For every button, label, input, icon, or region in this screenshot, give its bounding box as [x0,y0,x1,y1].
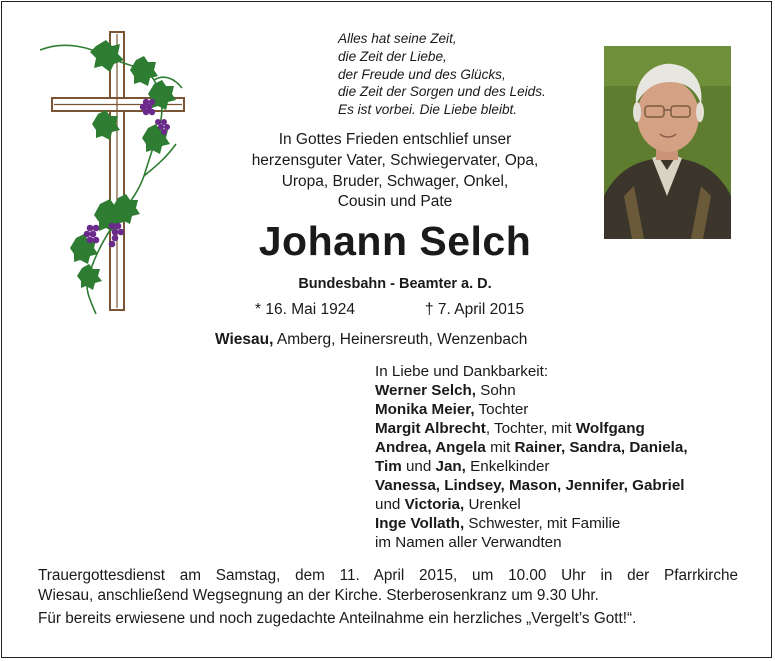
portrait-photo [604,46,731,239]
family-relation: Sohn [476,382,516,399]
family-line [375,495,755,514]
poem-line: der Freude und des Glücks, [338,66,506,82]
service-line: Wiesau, anschließend Wegsegnung an der Kirche. Sterberosenkranz um 9.30 Uhr. [38,586,599,604]
family-relation: Tochter [474,401,529,418]
family-relation: Schwester, mit Familie [464,515,621,532]
family-line [375,381,755,400]
family-name: Wolfgang [575,420,645,437]
place-main: Wiesau, [215,331,274,348]
place-rest: Amberg, Heinersreuth, Wenzenbach [273,331,528,348]
birth-date: * 16. Mai 1924 [255,301,355,318]
family-name: Jan, [435,458,466,475]
family-name: Andrea, Angela [375,439,486,456]
intro-line: In Gottes Frieden entschlief unser [278,131,512,148]
intro-line: Uropa, Bruder, Schwager, Onkel, [281,172,509,190]
family-name: Victoria, [404,496,465,513]
poem-line: Alles hat seine Zeit, [338,31,457,46]
family-relation: und [401,458,436,475]
family-line [375,476,755,495]
family-name: Werner Selch, [375,382,477,399]
poem-line: die Zeit der Sorgen und des Leids. [338,84,546,100]
family-name: Tim [375,458,402,475]
family-relation: , Tochter, mit [485,420,576,437]
family-name: Margit Albrecht [375,420,486,437]
service-info [38,566,738,605]
family-line [375,438,755,457]
intro-line: Cousin und Pate [337,193,453,211]
family-line [375,419,755,438]
family-relation: Urenkel [464,496,521,513]
family-line [375,400,755,419]
family-intro: In Liebe und Dankbarkeit: [375,363,549,380]
deceased-title: Bundesbahn - Beamter a. D. [298,276,492,292]
family-name: Inge Vollath, [375,515,465,532]
family-relation: und [375,496,405,513]
service-line: Trauergottesdienst am Samstag, dem 11. April 2015, um 10.00 Uhr in der Pfarrkirche [38,567,738,584]
portrait-photo-icon [604,46,731,239]
family-relation: Enkelkinder [465,458,550,475]
family-line [375,457,755,476]
intro-line: herzensguter Vater, Schwiegervater, Opa, [251,151,539,169]
poem [338,30,598,119]
cross-with-vine-icon [36,28,196,320]
family-relation: mit [485,439,515,456]
death-date: † 7. April 2015 [425,301,525,318]
family-name: Monika Meier, [375,401,475,418]
family-name: Vanessa, Lindsey, Mason, Jennifer, Gabriel [375,477,685,494]
intro-text [200,130,590,213]
places [215,331,527,349]
family-line: im Namen aller Verwandten [375,534,562,551]
poem-line: die Zeit der Liebe, [338,48,447,64]
family-name: Rainer, Sandra, Daniela, [514,439,688,456]
family-line [375,514,755,533]
family-list [375,362,755,552]
thanks-text: Für bereits erwiesene und noch zugedachte Anteilnahme ein herzliches „Vergelt’s Gott!“. [38,610,637,627]
deceased-name: Johann Selch [258,218,532,264]
poem-line: Es ist vorbei. Die Liebe bleibt. [338,102,518,118]
